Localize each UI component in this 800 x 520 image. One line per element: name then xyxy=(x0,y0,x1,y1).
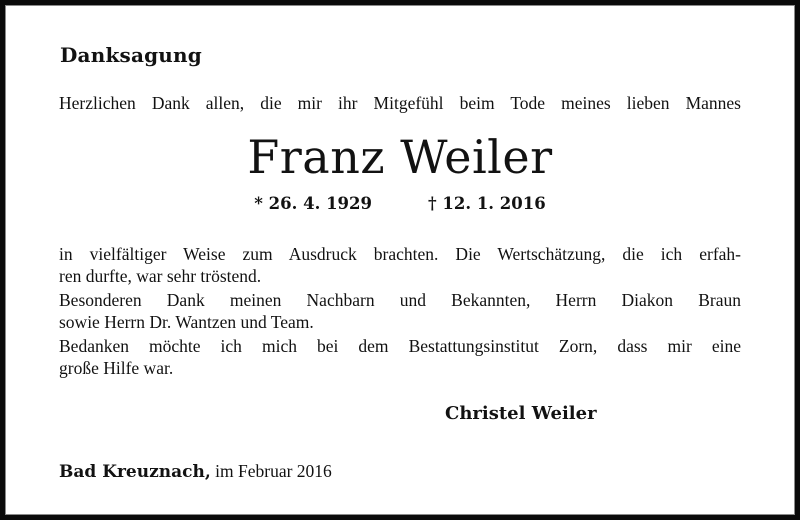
birth-date: * 26. 4. 1929 xyxy=(254,194,372,213)
notice-title: Danksagung xyxy=(60,43,202,67)
paragraph-line: Bedanken möchte ich mich bei dem Bestattungsinstitut Zorn, dass mir eine xyxy=(59,336,741,356)
place-date-line xyxy=(59,461,332,482)
paragraph-line: ren durfte, war sehr tröstend. xyxy=(59,265,262,286)
death-date: † 12. 1. 2016 xyxy=(428,194,546,213)
signature-name: Christel Weiler xyxy=(445,403,597,424)
deceased-name: Franz Weiler xyxy=(247,130,553,184)
life-dates xyxy=(5,194,795,213)
paragraph-funeral-institute xyxy=(59,336,741,379)
paragraph-gratitude xyxy=(59,244,741,287)
paragraph-line: große Hilfe war. xyxy=(59,357,174,378)
body-paragraphs xyxy=(59,244,741,382)
paragraph-line: Besonderen Dank meinen Nachbarn und Bekannten, Herrn Diakon Braun xyxy=(59,290,741,310)
intro-line: Herzlichen Dank allen, die mir ihr Mitgefühl beim Tode meines lieben Mannes xyxy=(59,93,741,113)
paragraph-line: sowie Herrn Dr. Wantzen und Team. xyxy=(59,311,314,332)
place-name: Bad Kreuznach, xyxy=(59,462,211,482)
paragraph-special-thanks xyxy=(59,290,741,333)
date-text: im Februar 2016 xyxy=(215,461,332,481)
paragraph-line: in vielfältiger Weise zum Ausdruck brachten. Die Wertschätzung, die ich erfah- xyxy=(59,244,741,264)
